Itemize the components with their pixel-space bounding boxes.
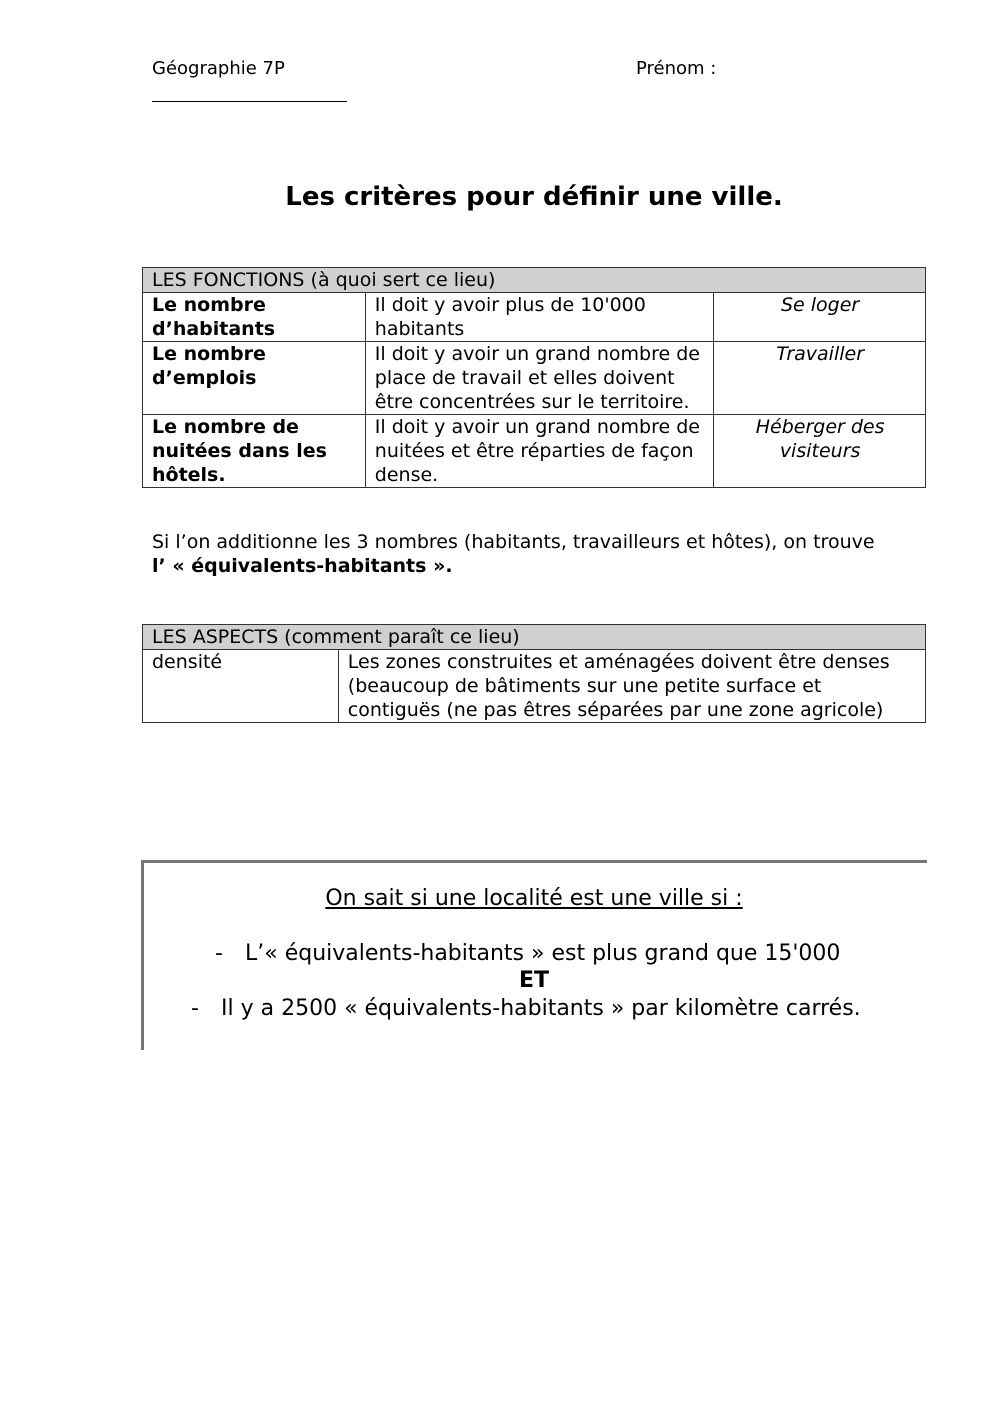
function-cell: Se loger [714,293,926,342]
function-cell: Héberger des visiteurs [714,415,926,488]
condition-2 [191,996,861,1021]
condition-2-text: Il y a 2500 « équivalents-habitants » par kilomètre carrés. [221,996,861,1021]
table-row [143,293,926,342]
bullet-dash: - [191,996,199,1021]
condition-1 [215,941,840,966]
table-header-row [143,625,926,650]
functions-table [142,267,926,488]
bullet-dash: - [215,941,223,966]
description-cell: Il doit y avoir un grand nombre de nuitées et être réparties de façon dense. [365,415,713,488]
condition-1-text: L’« équivalents-habitants » est plus grand que 15'000 [245,941,841,966]
description-cell: Il doit y avoir plus de 10'000 habitants [365,293,713,342]
aspects-table [142,624,926,723]
name-blank-line [152,101,347,102]
description-cell: Les zones construites et aménagées doivent être denses (beaucoup de bâtiments sur une petite surface et contiguës (ne pas êtres séparées par une zone agricole) [338,650,925,723]
page-title: Les critères pour définir une ville. [285,182,783,212]
criterion-cell: densité [143,650,339,723]
connector-et: ET [518,968,550,993]
criterion-cell: Le nombre d’habitants [143,293,366,342]
subject-label: Géographie 7P [152,58,285,79]
table-header-row [143,268,926,293]
criterion-cell: Le nombre de nuitées dans les hôtels. [143,415,366,488]
conclusion-title: On sait si une localité est une ville si : [325,886,743,911]
first-name-label: Prénom : [636,58,717,79]
table-row [143,415,926,488]
sum-paragraph-term: l’ « équivalents-habitants ». [152,555,453,577]
description-cell: Il doit y avoir un grand nombre de place de travail et elles doivent être concentrées sur le territoire. [365,342,713,415]
aspects-table-header: LES ASPECTS (comment paraît ce lieu) [143,625,926,650]
table-row [143,342,926,415]
table-row [143,650,926,723]
functions-table-header: LES FONCTIONS (à quoi sert ce lieu) [143,268,926,293]
function-cell: Travailler [714,342,926,415]
sum-paragraph [152,530,892,578]
sum-paragraph-text: Si l’on additionne les 3 nombres (habitants, travailleurs et hôtes), on trouve [152,531,875,553]
criterion-cell: Le nombre d’emplois [143,342,366,415]
